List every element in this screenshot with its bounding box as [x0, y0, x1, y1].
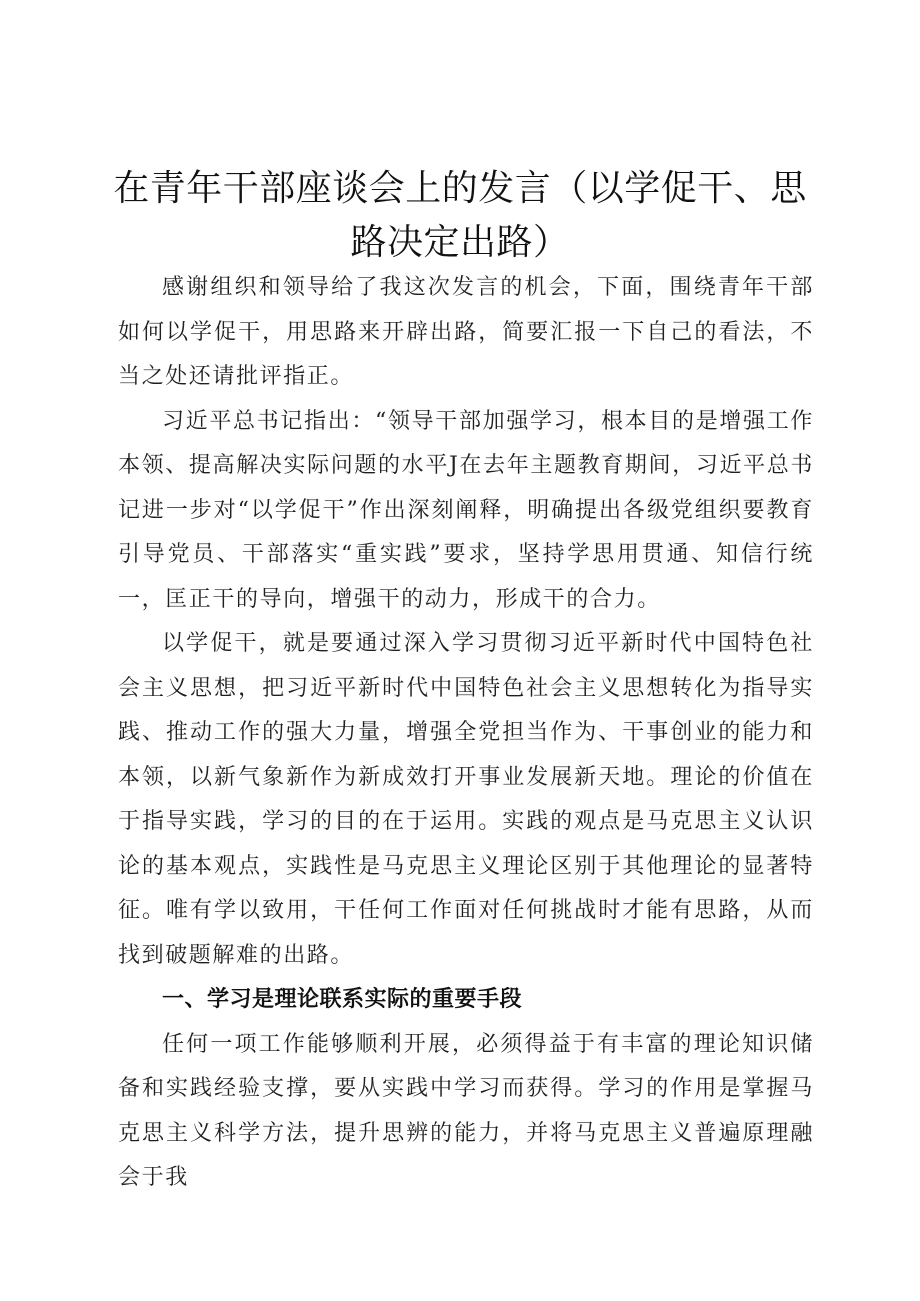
paragraph-intro: 感谢组织和领导给了我这次发言的机会，下面，围绕青年干部如何以学促干，用思路来开辟出路，简要汇报一下自己的看法，不当之处还请批评指正。 [118, 275, 814, 389]
paragraph-quote: 习近平总书记指出：“领导干部加强学习，根本目的是增强工作本领、提高解决实际问题的水平J在去年主题教育期间，习近平总书记进一步对“以学促干”作出深刻阐释，明确提出各级党组织要教育引导党员、干部落实“重实践”要求，坚持学思用贯通、知信行统一，匡正干的导向，增强干的动力，形成干的合力。 [118, 408, 814, 612]
paragraph-section-one: 任何一项工作能够顺利开展，必须得益于有丰富的理论知识储备和实践经验支撑，要从实践中学习而获得。学习的作用是掌握马克思主义科学方法，提升思辨的能力，并将马克思主义普遍原理融会于我 [118, 1031, 814, 1190]
section-heading: 一、学习是理论联系实际的重要手段 [162, 987, 523, 1012]
document-body [118, 266, 814, 1201]
paragraph-learning: 以学促干，就是要通过深入学习贯彻习近平新时代中国特色社会主义思想，把习近平新时代中国特色社会主义思想转化为指导实践、推动工作的强大力量，增强全党担当作为、干事创业的能力和本领，以新气象新作为新成效打开事业发展新天地。理论的价值在于指导实践，学习的目的在于运用。实践的观点是马克思主义认识论的基本观点，实践性是马克思主义理论区别于其他理论的显著特征。唯有学以致用，干任何工作面对任何挑战时才能有思路，从而找到破题解难的出路。 [118, 631, 814, 968]
document-title: 在青年干部座谈会上的发言（以学促干、思路决定出路） [113, 168, 807, 263]
